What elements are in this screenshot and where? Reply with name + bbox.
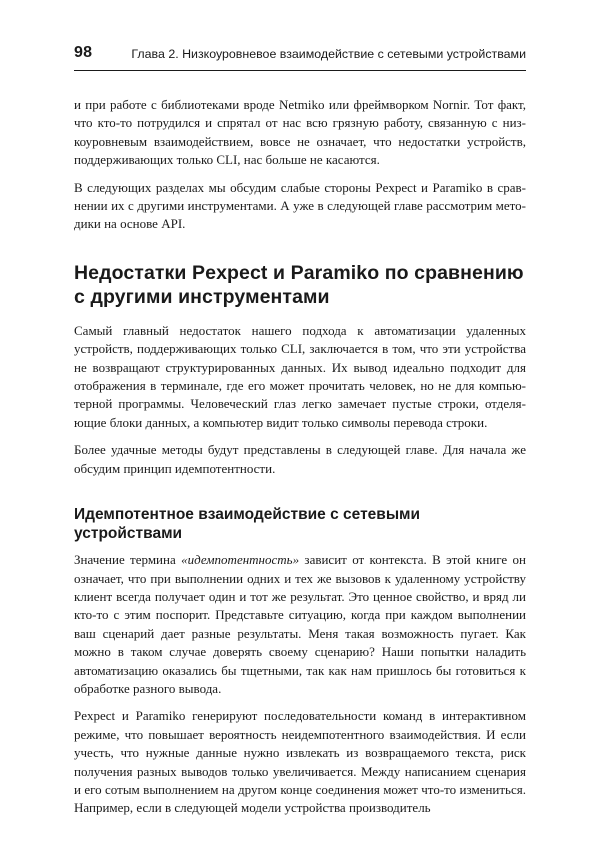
page-header — [74, 44, 526, 71]
paragraph-idempotence-definition — [74, 551, 526, 698]
paragraph-pexpect-paramiko: Pexpect и Paramiko генерируют последовательности команд в интерактивном режиме, что повышает вероятность неидемпотентного взаимодействия. И если учесть, что нужные данные нужно извлекать из возвращаемого текста, риск получения разных выводов только увеличивается. Между написанием сценария и его сотым выполнением на другом конце соединения может что-то измениться. Например, если в следующей модели устройства производитель — [74, 708, 526, 816]
term-idempotence: «идемпотентность» — [181, 552, 300, 568]
section-heading: Недостатки Pexpect и Paramiko по сравнению с другими инструментами — [74, 261, 524, 308]
paragraph-sections-overview: В следующих разделах мы обсудим слабые стороны Pexpect и Paramiko в сравнении их с другими инструментами. А уже в следующей главе рассмотрим методики на основе API. — [74, 179, 526, 232]
page-number: 98 — [74, 44, 93, 61]
definition-lead: Значение термина — [74, 552, 182, 568]
paragraph-main-drawback: Самый главный недостаток нашего подхода к автоматизации удаленных устройств, поддерживающих только CLI, заключается в том, что эти устройства не возвращают структурированных данных. Их вывод идеально подходит для отображения в терминале, где его может прочитать человек, но не для компьютерной программы. Человеческий глаз легко замечает пустые строки, отделяющие блоки данных, а компьютер видит только символы перевода строки. — [74, 322, 526, 430]
running-title: Глава 2. Низкоуровневое взаимодействие с сетевыми устройствами — [131, 47, 526, 61]
page-content — [74, 96, 526, 827]
paragraph-intro: и при работе с библиотеками вроде Netmiko или фреймворком Nornir. Тот факт, что кто-то потрудился и спрятал от нас всю грязную работу, связанную с низкоуровневым взаимодействием, вовсе не означает, что недостатки устройств, поддерживающих только CLI, нас больше не касаются. — [74, 97, 526, 168]
paragraph-idempotence-intro: Более удачные методы будут представлены в следующей главе. Для начала же обсудим принцип идемпотентности. — [74, 442, 526, 476]
definition-rest: зависит от контекста. В этой книге он означает, что при выполнении одних и тех же вызовов к удаленному устройству клиент всегда получает один и тот же результат. Это ценное свойство, и вряд ли кто-то с этим поспорит. Представьте ситуацию, когда при каждом выполнении ваш сценарий дает разные результаты. Меня такая возможность пугает. Как можно в таком случае доверять своему сценарию? Наши попытки наладить автоматизацию оказались бы тщетными, так как нам пришлось бы готовиться к обработке разного вывода. — [74, 552, 526, 696]
subsection-heading: Идемпотентное взаимодействие с сетевыми устройствами — [74, 506, 421, 543]
